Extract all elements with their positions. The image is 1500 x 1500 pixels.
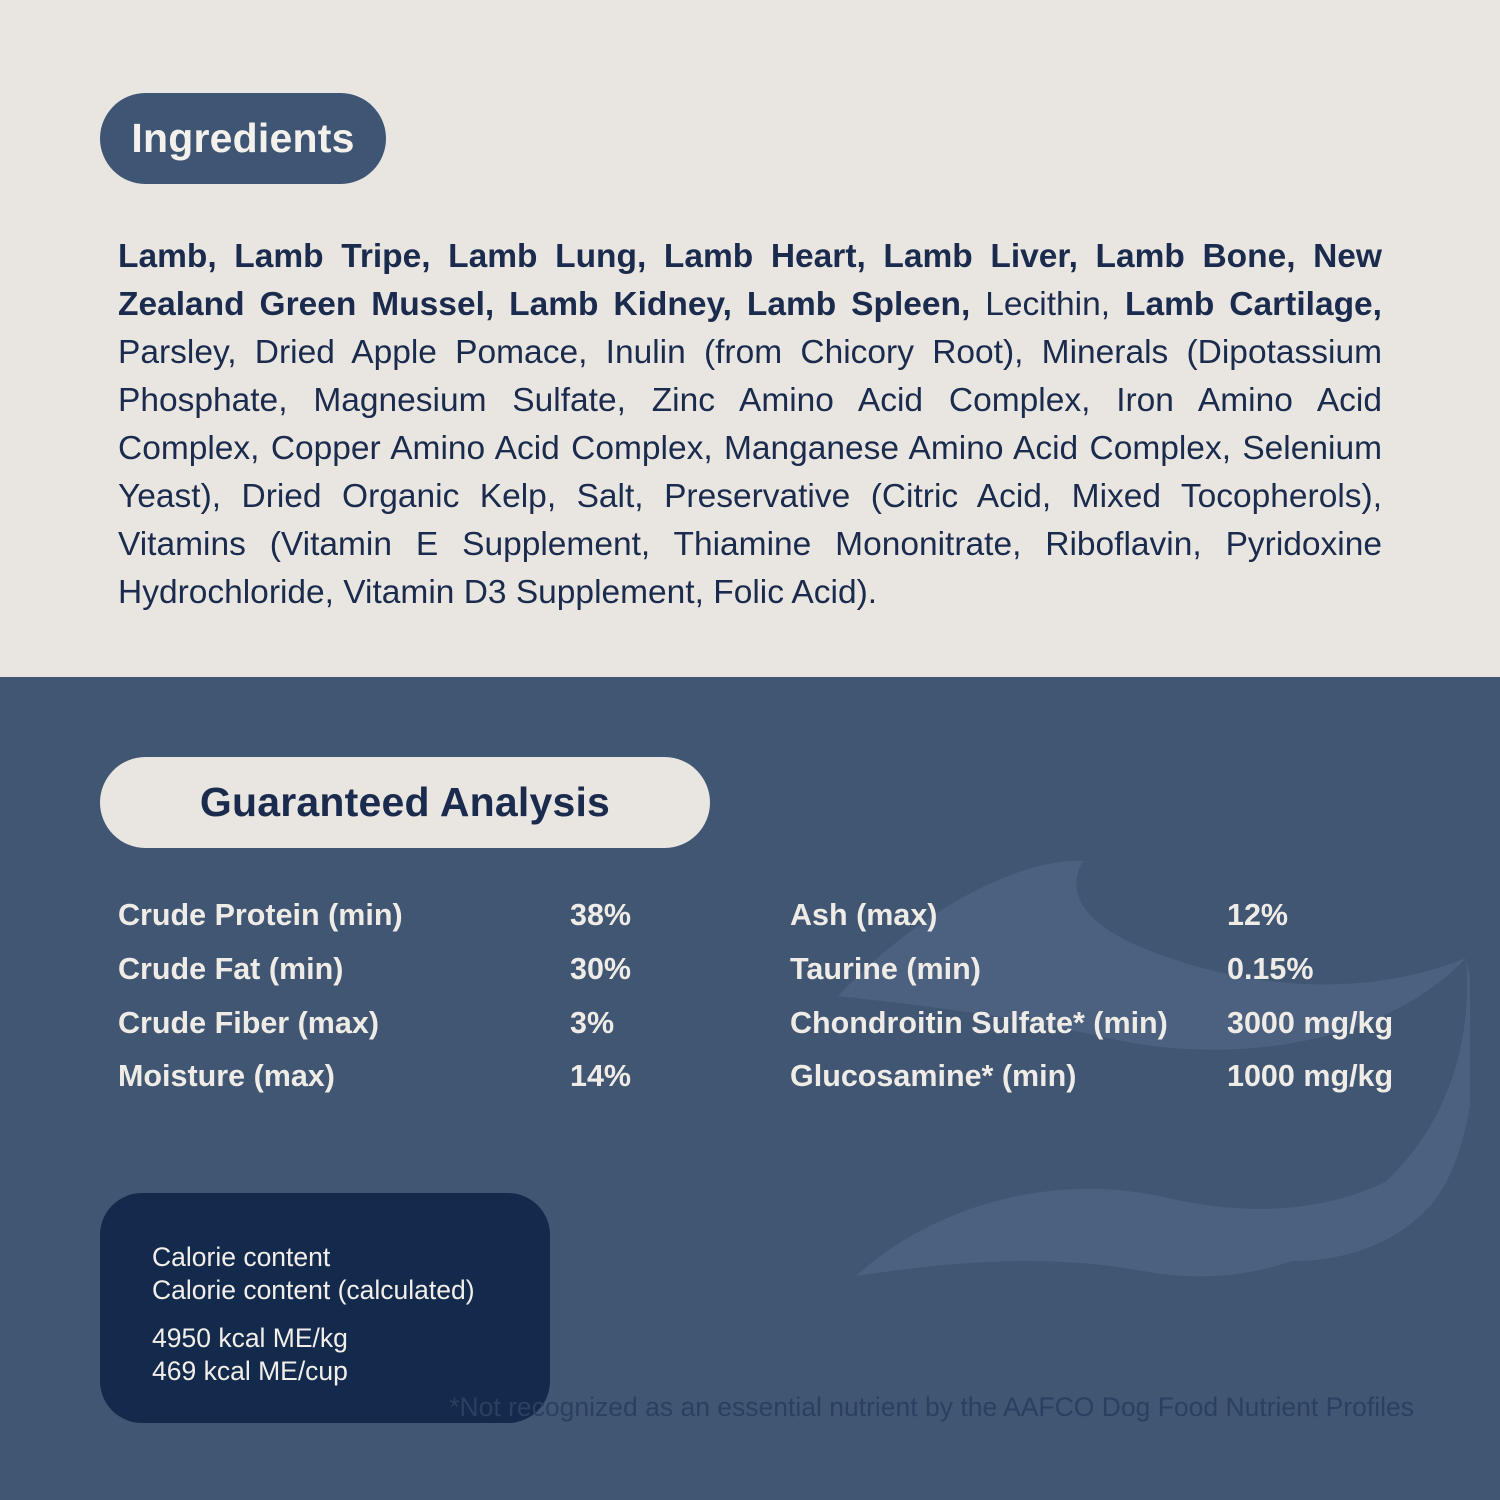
ingredient-segment: Parsley, Dried Apple Pomace, Inulin (from Chicory Root), Minerals (Dipotassium Phosphate, Magnesium Sulfate, Zinc Amino Acid Complex, Iron Amino Acid Complex, Copper Amino Acid Complex, Manganese Amino Acid Complex, Selenium Yeast), Dried Organic Kelp, Salt, Preservative (Citric Acid, Mixed Tocopherols), Vitamins (Vitamin E Supplement, Thiamine Mononitrate, Riboflavin, Pyridoxine Hydrochloride, Vitamin D3 Supplement, Folic Acid). — [118, 334, 1382, 611]
ga-label: Crude Fat (min) — [118, 952, 344, 987]
aafco-footnote: *Not recognized as an essential nutrient by the AAFCO Dog Food Nutrient Profiles — [449, 1392, 1414, 1422]
ingredients-heading-pill — [100, 93, 386, 184]
calorie-content-labels — [152, 1241, 520, 1307]
ingredient-segment: Lecithin, — [985, 286, 1126, 323]
guaranteed-analysis-heading: Guaranteed Analysis — [199, 779, 611, 825]
ingredient-segment: Lamb Cartilage, — [1125, 286, 1382, 323]
ga-value: 1000 mg/kg — [1227, 1059, 1394, 1094]
ingredients-section — [0, 0, 1500, 677]
ga-label: Crude Protein (min) — [118, 898, 403, 933]
calorie-content-values — [152, 1322, 520, 1388]
ga-value: 3000 mg/kg — [1227, 1005, 1394, 1040]
ga-value: 0.15% — [1227, 952, 1314, 987]
ingredients-heading: Ingredients — [131, 115, 355, 161]
ga-label: Chondroitin Sulfate* (min) — [790, 1005, 1168, 1040]
ingredient-segment: Lamb, Lamb Tripe, Lamb Lung, Lamb Heart, Lamb Liver, Lamb Bone, New Zealand Green Mussel, Lamb Kidney, Lamb Spleen, — [118, 238, 1382, 323]
ga-label: Taurine (min) — [790, 952, 981, 987]
calorie-label-line: Calorie content (calculated) — [152, 1275, 475, 1305]
ga-label: Glucosamine* (min) — [790, 1059, 1077, 1094]
calorie-value-line: 469 kcal ME/cup — [152, 1356, 348, 1386]
guaranteed-analysis-heading-pill — [100, 757, 710, 848]
ga-value: 38% — [570, 898, 632, 933]
calorie-content-box — [100, 1193, 550, 1423]
ingredients-list — [118, 233, 1382, 617]
calorie-value-line: 4950 kcal ME/kg — [152, 1323, 348, 1353]
calorie-label-line: Calorie content — [152, 1242, 331, 1272]
ga-label: Moisture (max) — [118, 1059, 335, 1094]
ga-label: Ash (max) — [790, 898, 938, 933]
ga-value: 14% — [570, 1059, 632, 1094]
ga-value: 3% — [570, 1005, 615, 1040]
ga-value: 30% — [570, 952, 632, 987]
guaranteed-analysis-table — [118, 889, 1400, 1104]
ga-value: 12% — [1227, 898, 1289, 933]
ga-label: Crude Fiber (max) — [118, 1005, 379, 1040]
